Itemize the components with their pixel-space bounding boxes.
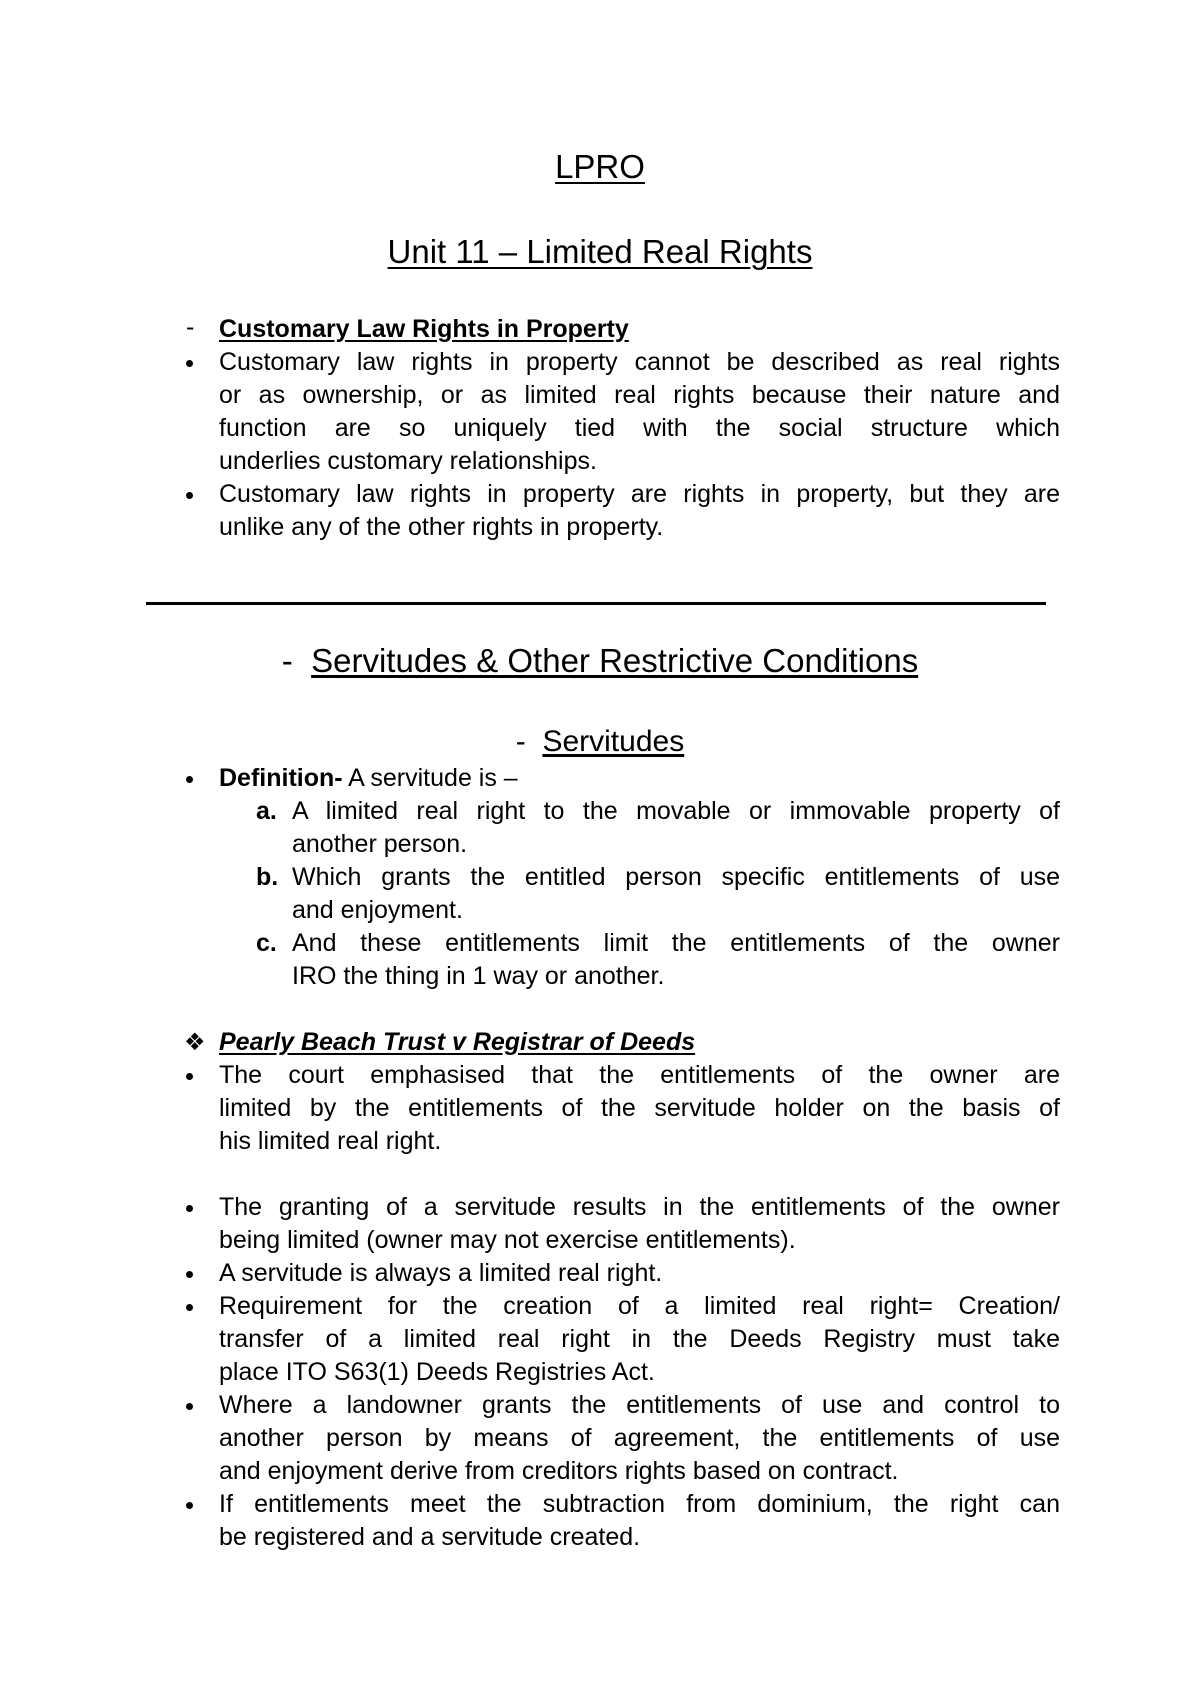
bullet-icon [186,1403,193,1410]
servitudes-heading: Servitudes [542,725,685,758]
point-1-line2: being limited (owner may not exercise entitlements). [219,1226,796,1254]
point-3-line3: place ITO S63(1) Deeds Registries Act. [219,1358,655,1386]
definition-line [219,762,518,795]
item-b-line2: and enjoyment. [292,896,463,924]
bullet-icon [186,1271,193,1278]
servitudes-section-heading: Servitudes & Other Restrictive Conditions [311,642,919,679]
point-2-line1: A servitude is always a limited real right. [219,1259,663,1287]
customary-p2-line2: unlike any of the other rights in property. [219,513,664,541]
item-a-line2: another person. [292,830,468,858]
bullet-icon [186,360,193,367]
item-c-line2: IRO the thing in 1 way or another. [292,962,665,990]
diamond-bullet-icon: ❖ [184,1029,206,1056]
definition-label: Definition- [219,764,343,792]
document-title: LPRO [555,148,645,185]
bullet-icon [186,1502,193,1509]
bullet-icon [186,776,193,783]
customary-p1-line1: Customary law rights in property cannot be described as real rights [219,348,1060,376]
section-dash: - [515,725,526,758]
case-p1-line2: limited by the entitlements of the servitude holder on the basis of [219,1094,1060,1122]
section-divider [146,602,1046,605]
item-c-line1: And these entitlements limit the entitlements of the owner [292,929,1060,957]
item-marker: a. [256,797,277,825]
point-4-line3: and enjoyment derive from creditors rights based on contract. [219,1457,899,1485]
bullet-icon [186,1304,193,1311]
item-marker: b. [256,863,279,891]
point-5-line1: If entitlements meet the subtraction from dominium, the right can [219,1490,1060,1518]
bullet-icon [186,492,193,499]
section-dash: - [186,313,195,341]
bullet-icon [186,1073,193,1080]
customary-heading: Customary Law Rights in Property [219,315,629,343]
point-1-line1: The granting of a servitude results in the entitlements of the owner [219,1193,1060,1221]
point-4-line2: another person by means of agreement, the entitlements of use [219,1424,1060,1452]
definition-text: A servitude is – [342,764,518,792]
point-3-line1: Requirement for the creation of a limited real right= Creation/ [219,1292,1060,1320]
customary-p1-line2: or as ownership, or as limited real rights because their nature and [219,381,1060,409]
case-title: Pearly Beach Trust v Registrar of Deeds [219,1028,696,1056]
customary-p1-line3: function are so uniquely tied with the social structure which [219,414,1060,442]
item-a-line1: A limited real right to the movable or immovable property of [292,797,1060,825]
servitudes-section-heading-row [0,642,1200,680]
point-5-line2: be registered and a servitude created. [219,1523,641,1551]
point-3-line2: transfer of a limited real right in the Deeds Registry must take [219,1325,1060,1353]
unit-title: Unit 11 – Limited Real Rights [387,233,813,270]
point-4-line1: Where a landowner grants the entitlements of use and control to [219,1391,1060,1419]
item-b-line1: Which grants the entitled person specific entitlements of use [292,863,1060,891]
item-marker: c. [256,929,277,957]
customary-p1-line4: underlies customary relationships. [219,447,597,475]
customary-p2-line1: Customary law rights in property are rights in property, but they are [219,480,1060,508]
bullet-icon [186,1205,193,1212]
section-dash: - [281,642,293,679]
case-p1-line1: The court emphasised that the entitlements of the owner are [219,1061,1060,1089]
case-p1-line3: his limited real right. [219,1127,442,1155]
servitudes-heading-row [0,725,1200,759]
